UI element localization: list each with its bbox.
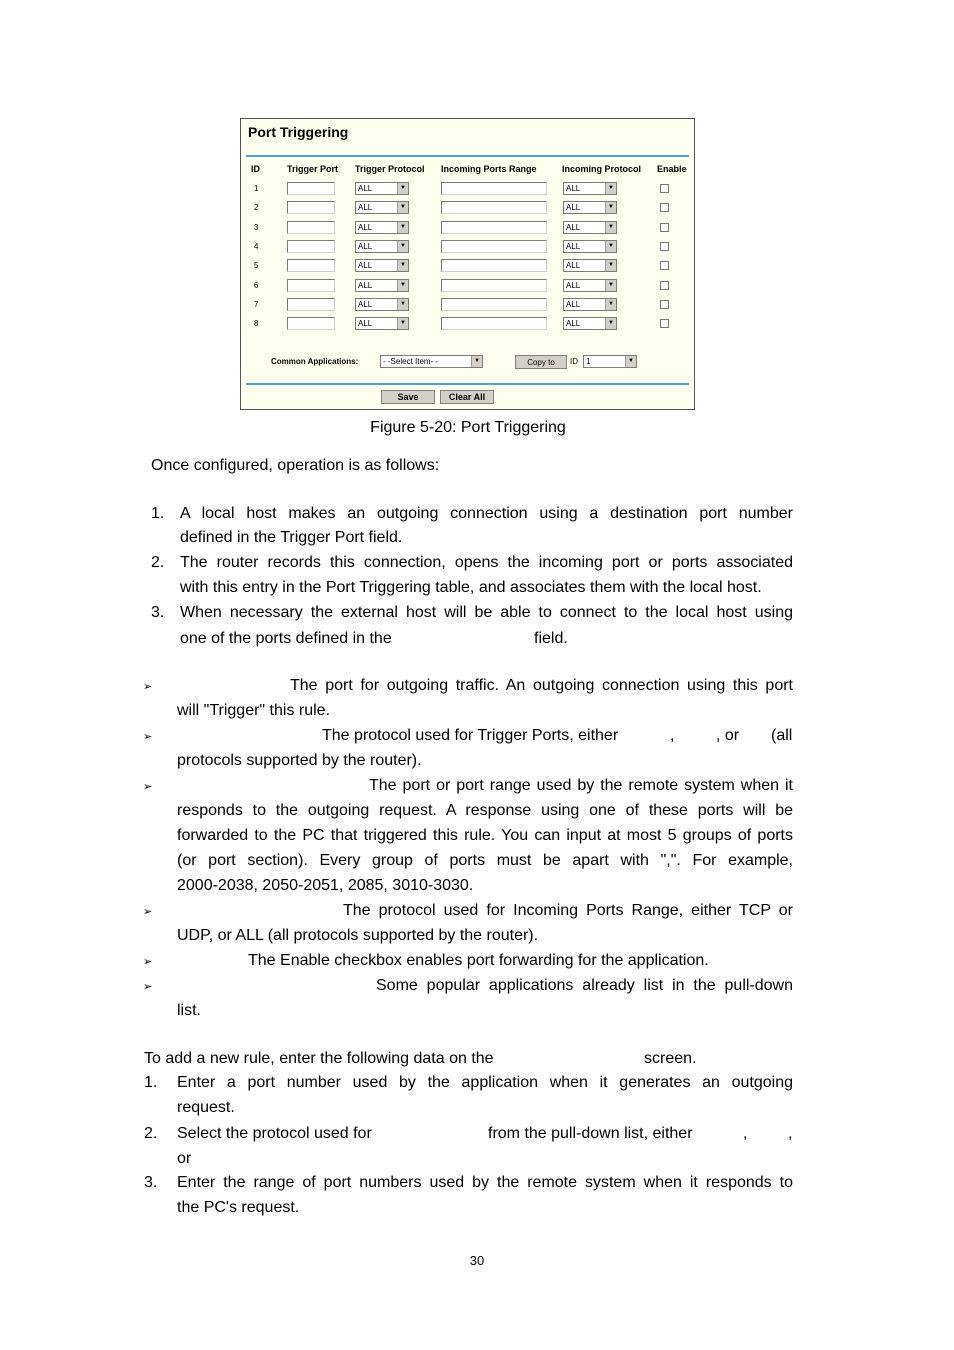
- step-a2-line1: The router records this connection, opens the incoming port or ports associated: [180, 554, 793, 571]
- row-id: 7: [254, 299, 259, 309]
- bullet2-line1b: ,: [670, 727, 675, 744]
- col-header-incoming-ports-range: Incoming Ports Range: [441, 164, 537, 174]
- bullet2-line2: protocols supported by the router).: [177, 752, 422, 769]
- chevron-down-icon: ▼: [605, 260, 616, 271]
- trigger-port-input[interactable]: [287, 317, 335, 330]
- incoming-protocol-value: ALL: [566, 280, 581, 290]
- step-a3-line2b: field.: [534, 630, 568, 647]
- bullet4-line1: The protocol used for Incoming Ports Range, either TCP or: [343, 902, 793, 919]
- enable-checkbox[interactable]: [660, 184, 669, 193]
- col-header-incoming-protocol: Incoming Protocol: [562, 164, 642, 174]
- table-row: [241, 201, 696, 220]
- row-id: 3: [254, 222, 259, 232]
- chevron-down-icon: ▼: [605, 318, 616, 329]
- bullet-icon: ➢: [143, 731, 153, 743]
- row-id: 5: [254, 261, 259, 271]
- enable-checkbox[interactable]: [660, 242, 669, 251]
- step-b2-line2: or: [177, 1150, 192, 1167]
- enable-checkbox[interactable]: [660, 223, 669, 232]
- bullet3-line2: responds to the outgoing request. A response using one of these ports will be: [177, 802, 793, 819]
- add-rule-text-a: To add a new rule, enter the following data on the: [144, 1050, 494, 1067]
- incoming-protocol-select[interactable]: [563, 240, 617, 253]
- trigger-protocol-value: ALL: [358, 241, 373, 251]
- incoming-protocol-select[interactable]: [563, 221, 617, 234]
- chevron-down-icon: ▼: [605, 241, 616, 252]
- trigger-port-input[interactable]: [287, 279, 335, 292]
- trigger-port-input[interactable]: [287, 182, 335, 195]
- step-a3-line2a: one of the ports defined in the: [180, 630, 392, 647]
- step-a2-number: 2.: [151, 554, 165, 571]
- chevron-down-icon: ▼: [397, 299, 408, 310]
- row-id: 1: [254, 184, 259, 193]
- incoming-ports-range-input[interactable]: [441, 221, 547, 234]
- trigger-protocol-value: ALL: [358, 203, 373, 213]
- bullet-icon: ➢: [143, 981, 153, 993]
- id-select[interactable]: [583, 355, 637, 368]
- trigger-port-input[interactable]: [287, 221, 335, 234]
- bullet3-line3: forwarded to the PC that triggered this rule. You can input at most 5 groups of ports: [177, 827, 793, 844]
- chevron-down-icon: ▼: [397, 280, 408, 291]
- bullet3-line4: (or port section). Every group of ports must be apart with ",". For example,: [177, 852, 793, 869]
- incoming-ports-range-input[interactable]: [441, 201, 547, 214]
- incoming-protocol-select[interactable]: [563, 317, 617, 330]
- trigger-protocol-value: ALL: [358, 261, 373, 271]
- col-header-id: ID: [251, 164, 260, 174]
- step-a2-line2: with this entry in the Port Triggering table, and associates them with the local host.: [180, 579, 762, 596]
- trigger-protocol-select[interactable]: [355, 259, 409, 272]
- trigger-port-input[interactable]: [287, 240, 335, 253]
- step-b1-number: 1.: [144, 1074, 158, 1091]
- step-a1-number: 1.: [151, 505, 165, 522]
- bullet-icon: ➢: [143, 781, 153, 793]
- clear-all-button[interactable]: Clear All: [440, 390, 494, 404]
- incoming-protocol-value: ALL: [566, 261, 581, 271]
- step-b2-line1c: ,: [743, 1125, 748, 1142]
- step-b2-line1a: Select the protocol used for: [177, 1125, 372, 1142]
- incoming-protocol-value: ALL: [566, 241, 581, 251]
- trigger-protocol-value: ALL: [358, 299, 373, 309]
- add-rule-text-b: screen.: [644, 1050, 697, 1067]
- incoming-ports-range-input[interactable]: [441, 259, 547, 272]
- footer-divider: [246, 383, 689, 385]
- trigger-protocol-value: ALL: [358, 184, 373, 193]
- chevron-down-icon: ▼: [605, 299, 616, 310]
- trigger-protocol-value: ALL: [358, 280, 373, 290]
- bullet6-line1: Some popular applications already list in the pull-down: [376, 977, 793, 994]
- enable-checkbox[interactable]: [660, 281, 669, 290]
- step-b3-line1: Enter the range of port numbers used by the remote system when it responds to: [177, 1174, 793, 1191]
- incoming-ports-range-input[interactable]: [441, 182, 547, 195]
- trigger-port-input[interactable]: [287, 298, 335, 311]
- table-row: [241, 317, 696, 336]
- trigger-port-input[interactable]: [287, 259, 335, 272]
- step-b3-number: 3.: [144, 1174, 158, 1191]
- copy-to-button[interactable]: Copy to: [515, 355, 567, 369]
- chevron-down-icon: ▼: [605, 222, 616, 233]
- table-row: [241, 221, 696, 240]
- chevron-down-icon: ▼: [397, 222, 408, 233]
- step-a3-number: 3.: [151, 604, 165, 621]
- incoming-protocol-select[interactable]: [563, 201, 617, 214]
- incoming-ports-range-input[interactable]: [441, 317, 547, 330]
- bullet1-line2: will "Trigger" this rule.: [177, 702, 331, 719]
- step-b2-number: 2.: [144, 1125, 158, 1142]
- bullet6-line2: list.: [177, 1002, 201, 1019]
- trigger-protocol-select[interactable]: [355, 221, 409, 234]
- bullet-icon: ➢: [143, 681, 153, 693]
- step-b3-line2: the PC's request.: [177, 1199, 300, 1216]
- incoming-protocol-select[interactable]: [563, 298, 617, 311]
- common-apps-value: - -Select Item- -: [383, 357, 439, 366]
- bullet3-line1: The port or port range used by the remote system when it: [369, 777, 793, 794]
- table-row: [241, 240, 696, 259]
- step-a1-line2: defined in the Trigger Port field.: [180, 529, 403, 546]
- common-apps-select[interactable]: [380, 355, 483, 368]
- chevron-down-icon: ▼: [397, 260, 408, 271]
- trigger-protocol-select[interactable]: [355, 240, 409, 253]
- enable-checkbox[interactable]: [660, 319, 669, 328]
- incoming-protocol-value: ALL: [566, 222, 581, 232]
- step-b2-line1d: ,: [788, 1125, 793, 1142]
- incoming-protocol-value: ALL: [566, 299, 581, 309]
- incoming-protocol-value: ALL: [566, 203, 581, 213]
- incoming-protocol-select[interactable]: [563, 182, 617, 195]
- bullet-icon: ➢: [143, 906, 153, 918]
- bullet1-line1: The port for outgoing traffic. An outgoing connection using this port: [290, 677, 793, 694]
- incoming-protocol-select[interactable]: [563, 259, 617, 272]
- incoming-protocol-value: ALL: [566, 184, 581, 193]
- bullet2-line1a: The protocol used for Trigger Ports, either: [322, 727, 619, 744]
- table-row: [241, 182, 696, 201]
- page-number: 30: [469, 1253, 485, 1268]
- incoming-ports-range-input[interactable]: [441, 240, 547, 253]
- enable-checkbox[interactable]: [660, 261, 669, 270]
- panel-title: Port Triggering: [248, 124, 349, 140]
- trigger-protocol-select[interactable]: [355, 279, 409, 292]
- col-header-trigger-port: Trigger Port: [287, 164, 339, 174]
- incoming-protocol-value: ALL: [566, 319, 581, 329]
- trigger-protocol-select[interactable]: [355, 317, 409, 330]
- header-divider: [246, 155, 689, 157]
- step-a1-line1: A local host makes an outgoing connection using a destination port number: [180, 505, 793, 522]
- col-header-trigger-protocol: Trigger Protocol: [355, 164, 425, 174]
- row-id: 6: [254, 280, 259, 290]
- id-label: ID: [570, 357, 578, 366]
- chevron-down-icon: ▼: [625, 356, 636, 367]
- col-header-enable: Enable: [657, 164, 687, 174]
- bullet3-line5: 2000-2038, 2050-2051, 2085, 3010-3030.: [177, 877, 474, 894]
- row-id: 2: [254, 203, 259, 213]
- chevron-down-icon: ▼: [397, 318, 408, 329]
- trigger-protocol-value: ALL: [358, 222, 373, 232]
- enable-checkbox[interactable]: [660, 203, 669, 212]
- row-id: 4: [254, 241, 259, 251]
- table-row: [241, 259, 696, 278]
- chevron-down-icon: ▼: [397, 241, 408, 252]
- save-button[interactable]: Save: [381, 390, 435, 404]
- trigger-protocol-select[interactable]: [355, 182, 409, 195]
- bullet2-line1c: , or: [716, 727, 740, 744]
- table-row: [241, 298, 696, 317]
- figure-caption: Figure 5-20: Port Triggering: [370, 419, 566, 436]
- trigger-protocol-select[interactable]: [355, 298, 409, 311]
- bullet2-line1d: (all: [771, 727, 793, 744]
- chevron-down-icon: ▼: [471, 356, 482, 367]
- trigger-protocol-value: ALL: [358, 319, 373, 329]
- chevron-down-icon: ▼: [605, 183, 616, 194]
- chevron-down-icon: ▼: [397, 202, 408, 213]
- enable-checkbox[interactable]: [660, 300, 669, 309]
- step-b1-line1: Enter a port number used by the application when it generates an outgoing: [177, 1074, 793, 1091]
- row-id: 8: [254, 319, 259, 329]
- incoming-ports-range-input[interactable]: [441, 279, 547, 292]
- chevron-down-icon: ▼: [605, 202, 616, 213]
- step-a3-line1: When necessary the external host will be able to connect to the local host using: [180, 604, 793, 621]
- bullet5-line1: The Enable checkbox enables port forwarding for the application.: [248, 952, 709, 969]
- incoming-ports-range-input[interactable]: [441, 298, 547, 311]
- id-select-value: 1: [586, 357, 591, 366]
- table-row: [241, 279, 696, 298]
- port-triggering-panel: [240, 118, 695, 410]
- bullet-icon: ➢: [143, 956, 153, 968]
- chevron-down-icon: ▼: [397, 183, 408, 194]
- intro-text: Once configured, operation is as follows:: [151, 457, 440, 474]
- trigger-protocol-select[interactable]: [355, 201, 409, 214]
- step-b2-line1b: from the pull-down list, either: [488, 1125, 693, 1142]
- common-apps-label: Common Applications:: [271, 357, 359, 366]
- trigger-port-input[interactable]: [287, 201, 335, 214]
- bullet4-line2: UDP, or ALL (all protocols supported by the router).: [177, 927, 539, 944]
- incoming-protocol-select[interactable]: [563, 279, 617, 292]
- step-b1-line2: request.: [177, 1099, 235, 1116]
- chevron-down-icon: ▼: [605, 280, 616, 291]
